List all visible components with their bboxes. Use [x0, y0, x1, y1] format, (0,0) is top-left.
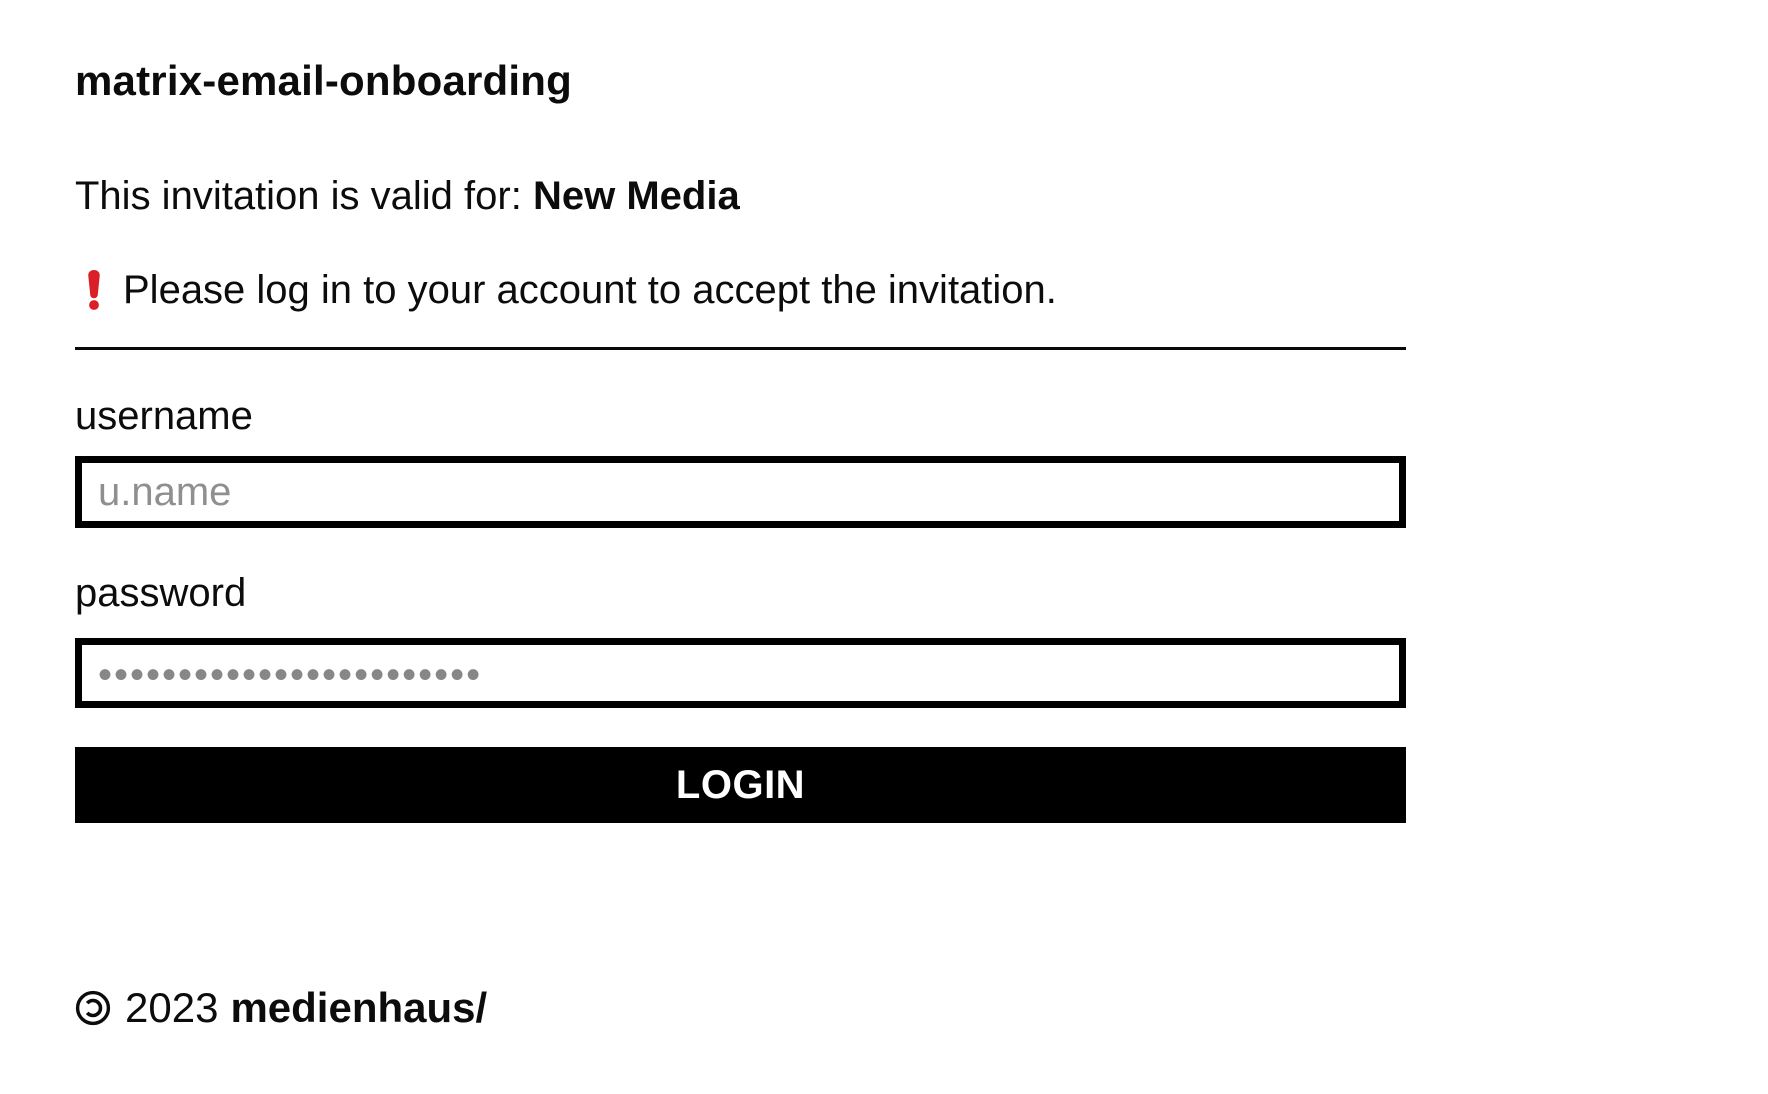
footer — [75, 983, 1406, 1033]
divider — [75, 347, 1406, 350]
invitation-space-name: New Media — [532, 174, 740, 219]
invitation-line — [75, 172, 1406, 220]
login-form — [75, 392, 1406, 823]
footer-brand: medienhaus/ — [230, 984, 488, 1032]
login-button[interactable]: LOGIN — [75, 747, 1406, 823]
password-input[interactable] — [75, 638, 1406, 708]
login-alert — [75, 266, 1406, 314]
invitation-text: This invitation is valid for: — [75, 174, 522, 219]
password-label: password — [75, 571, 247, 616]
page-title: matrix-email-onboarding — [75, 57, 572, 104]
copyleft-icon — [75, 990, 111, 1026]
footer-year: 2023 — [125, 984, 219, 1032]
username-label: username — [75, 394, 253, 439]
exclamation-icon — [87, 270, 101, 310]
alert-message: Please log in to your account to accept the invitation. — [123, 268, 1057, 313]
username-input[interactable] — [75, 456, 1406, 528]
